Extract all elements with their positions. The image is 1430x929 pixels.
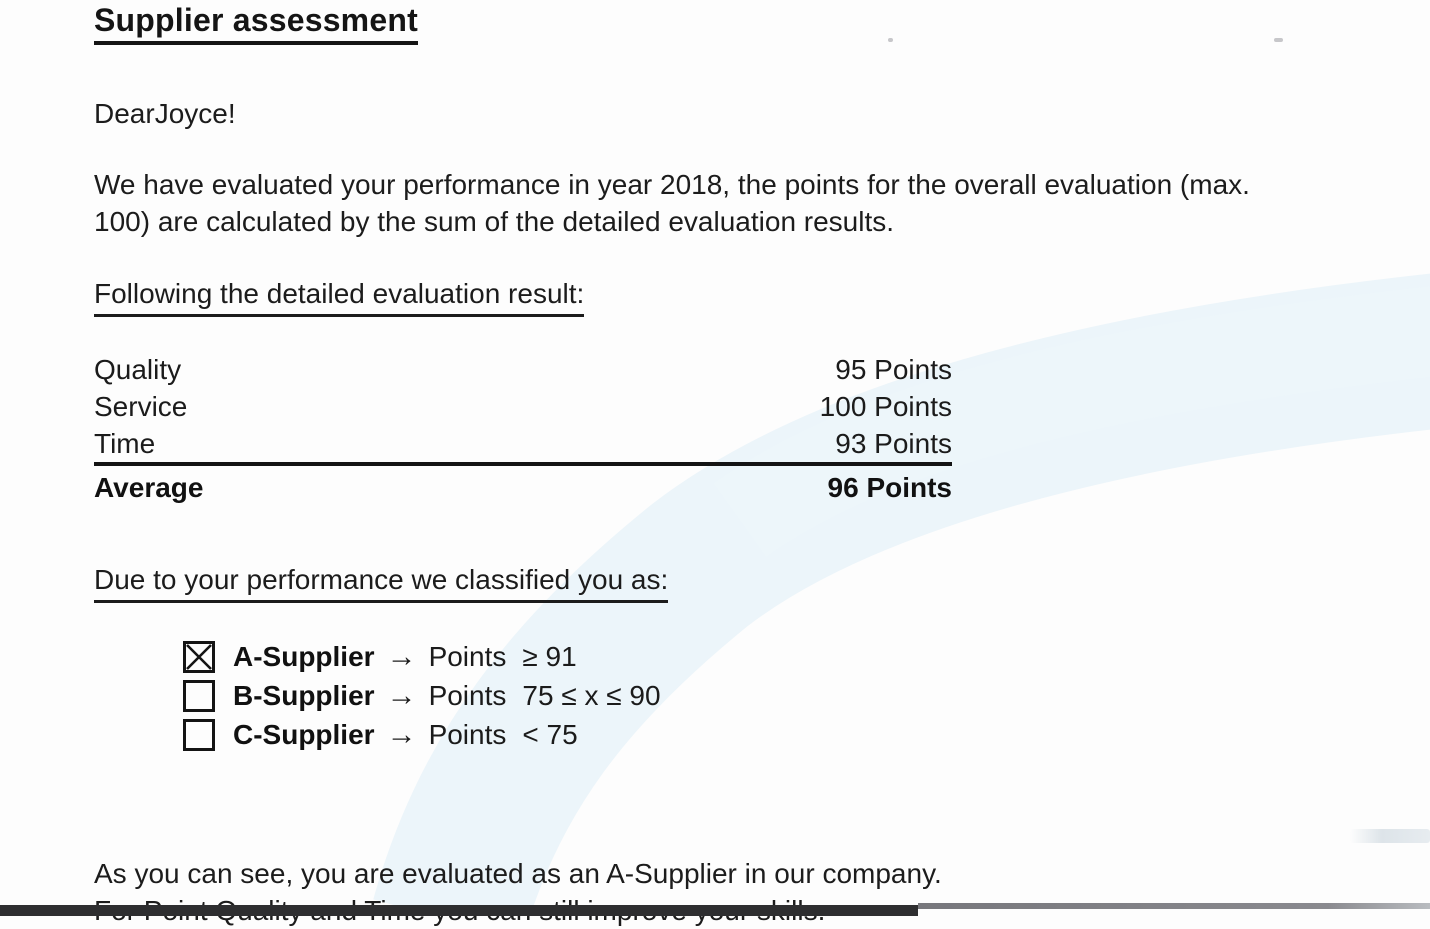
points-range: < 75 bbox=[522, 718, 578, 750]
row-label: Quality bbox=[94, 354, 182, 385]
scan-speck-artifact bbox=[888, 38, 893, 42]
row-label: Time bbox=[94, 428, 156, 459]
row-label: Average bbox=[94, 472, 204, 503]
salutation: DearJoyce! bbox=[94, 98, 236, 129]
arrow-right-icon: → bbox=[386, 717, 417, 751]
classification-row-c bbox=[183, 715, 661, 754]
row-value: 93 Points bbox=[835, 428, 952, 459]
scan-smudge-artifact bbox=[1350, 829, 1430, 843]
points-range: 75 ≤ x ≤ 90 bbox=[522, 679, 661, 711]
scan-bottom-edge-line bbox=[918, 903, 1430, 909]
row-value: 96 Points bbox=[827, 472, 952, 503]
points-word: Points bbox=[428, 679, 507, 711]
table-row-service bbox=[94, 388, 952, 425]
closing-line-1: As you can see, you are evaluated as an A-Supplier in our company. bbox=[94, 858, 942, 889]
arrow-right-icon: → bbox=[386, 678, 417, 712]
classification-row-a bbox=[183, 637, 661, 676]
table-row-average bbox=[94, 469, 952, 506]
table-row-quality bbox=[94, 351, 952, 388]
classification-list bbox=[183, 637, 661, 754]
intro-line-1: We have evaluated your performance in year 2018, the points for the overall evaluation (max. bbox=[94, 169, 1250, 200]
scan-speck-artifact bbox=[1274, 38, 1283, 42]
points-range: ≥ 91 bbox=[522, 640, 577, 672]
classification-label: C-Supplier bbox=[233, 718, 375, 750]
points-word: Points bbox=[428, 718, 507, 750]
checkbox-c-supplier-icon bbox=[183, 719, 215, 751]
classification-heading: Due to your performance we classified you as: bbox=[94, 563, 668, 603]
evaluation-heading: Following the detailed evaluation result: bbox=[94, 277, 584, 317]
table-row-time bbox=[94, 425, 952, 466]
intro-line-2: 100) are calculated by the sum of the detailed evaluation results. bbox=[94, 206, 895, 237]
checkbox-a-supplier-icon bbox=[183, 641, 215, 673]
evaluation-table bbox=[94, 351, 952, 506]
row-value: 95 Points bbox=[835, 354, 952, 385]
checkbox-b-supplier-icon bbox=[183, 680, 215, 712]
row-label: Service bbox=[94, 391, 188, 422]
intro-paragraph bbox=[94, 166, 1414, 240]
classification-row-b bbox=[183, 676, 661, 715]
classification-label: B-Supplier bbox=[233, 679, 375, 711]
document-title: Supplier assessment bbox=[94, 2, 418, 45]
row-value: 100 Points bbox=[819, 391, 952, 422]
arrow-right-icon: → bbox=[386, 639, 417, 673]
points-word: Points bbox=[428, 640, 507, 672]
classification-label: A-Supplier bbox=[233, 640, 375, 672]
scan-bottom-edge-bar bbox=[0, 905, 918, 916]
